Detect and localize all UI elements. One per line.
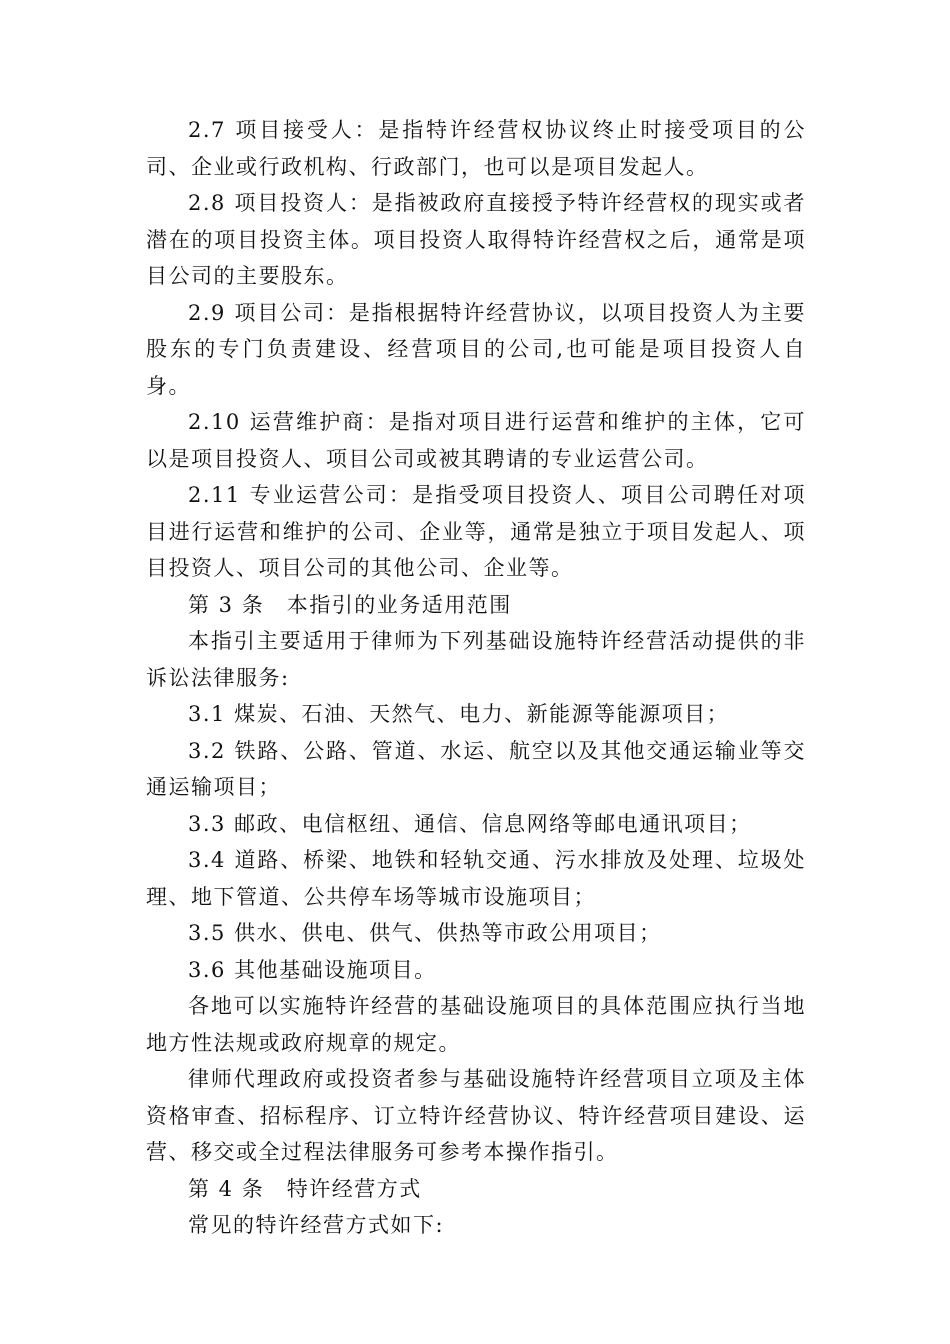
paragraph-3-6: 3.6 其他基础设施项目。 (188, 957, 437, 982)
document-body (146, 112, 806, 1244)
paragraph-2-11: 2.11 专业运营公司：是指受项目投资人、项目公司聘任对项目进行运营和维护的公司、企业等，通常是独立于项目发起人、项目投资人、项目公司的其他公司、企业等。 (146, 483, 806, 580)
paragraph-2-7: 2.7 项目接受人：是指特许经营权协议终止时接受项目的公司、企业或行政机构、行政部门，也可以是项目发起人。 (146, 118, 806, 179)
paragraph-3-4: 3.4 道路、桥梁、地铁和轻轨交通、污水排放及处理、垃圾处理、地下管道、公共停车场等城市设施项目； (146, 848, 806, 909)
paragraph-lawyer-reference: 律师代理政府或投资者参与基础设施特许经营项目立项及主体资格审查、招标程序、订立特许经营协议、特许经营项目建设、运营、移交或全过程法律服务可参考本操作指引。 (146, 1067, 806, 1164)
article-3-heading: 第 3 条 本指引的业务适用范围 (188, 592, 512, 617)
paragraph-2-10: 2.10 运营维护商：是指对项目进行运营和维护的主体，它可以是项目投资人、项目公司或被其聘请的专业运营公司。 (146, 410, 806, 471)
paragraph-3-5: 3.5 供水、供电、供气、供热等市政公用项目； (188, 921, 662, 945)
paragraph-3-2: 3.2 铁路、公路、管道、水运、航空以及其他交通运输业等交通运输项目； (146, 738, 806, 799)
paragraph-2-9: 2.9 项目公司：是指根据特许经营协议，以项目投资人为主要股东的专门负责建设、经营项目的公司,也可能是项目投资人自身。 (146, 300, 806, 398)
paragraph-2-8: 2.8 项目投资人：是指被政府直接授予特许经营权的现实或者潜在的项目投资主体。项目投资人取得特许经营权之后，通常是项目公司的主要股东。 (146, 191, 806, 288)
paragraph-scope-intro: 本指引主要适用于律师为下列基础设施特许经营活动提供的非诉讼法律服务: (146, 629, 806, 690)
paragraph-common-methods: 常见的特许经营方式如下: (188, 1213, 445, 1237)
paragraph-local-scope: 各地可以实施特许经营的基础设施项目的具体范围应执行当地地方性法规或政府规章的规定。 (146, 994, 806, 1055)
paragraph-3-3: 3.3 邮政、电信枢纽、通信、信息网络等邮电通讯项目； (188, 811, 752, 836)
paragraph-3-1: 3.1 煤炭、石油、天然气、电力、新能源等能源项目； (188, 702, 730, 726)
article-4-heading: 第 4 条 特许经营方式 (188, 1176, 422, 1201)
